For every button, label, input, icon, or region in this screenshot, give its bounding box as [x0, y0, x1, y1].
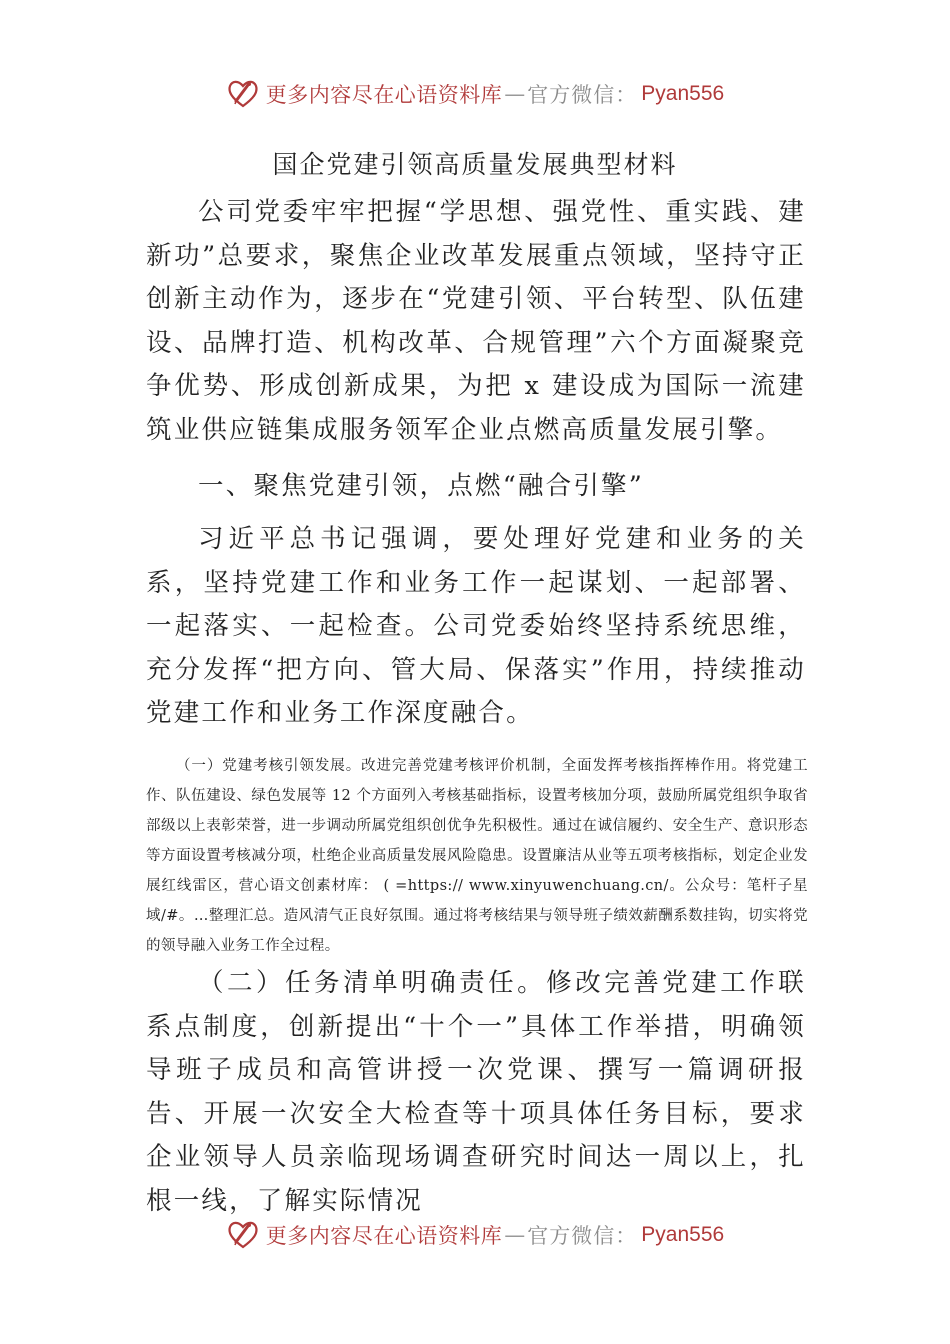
banner-wechat-id: Pyan556	[641, 82, 725, 105]
footer-banner	[0, 1213, 950, 1257]
document-title: 国企党建引领高质量发展典型材料	[272, 150, 678, 179]
banner-separator: —	[504, 1223, 526, 1247]
banner-text: 更多内容尽在心语资料库	[265, 83, 503, 107]
paragraph-small-print: （一）党建考核引领发展。改进完善党建考核评价机制，全面发挥考核指挥棒作用。将党建工作、队伍建设、绿色发展等 12 个方面列入考核基础指标，设置考核加分项，鼓励所属党组织争取省部级以上表彰荣誉，进一步调动所属党组织创优争先积极性。通过在诚信履约、安全生产、意识形态等方面设置考核减分项，杜绝企业高质量发展风险隐患。设置廉洁从业等五项考核指标，划定企业发展红线雷区，营心语文创素材库： ( =https:// www.xinyuwenchuang.cn/。公众号：笔杆子星域/#。…整理汇总。造风清气正良好氛围。通过将考核结果与领导班子绩效薪酬系数挂钩，切实将党的领导融入业务工作全过程。	[146, 758, 808, 954]
banner-text: 更多内容尽在心语资料库	[265, 1224, 503, 1248]
heart-pen-logo-icon	[226, 77, 260, 111]
banner-wechat-label: 官方微信：	[527, 1224, 638, 1248]
heart-pen-logo-icon	[226, 1218, 260, 1252]
paragraph-task-list: （二）任务清单明确责任。修改完善党建工作联系点制度，创新提出“十个一”具体工作举措，明确领导班子成员和高管讲授一次党课、撰写一篇调研报告、开展一次安全大检查等十项具体任务目标，要求企业领导人员亲临现场调查研究时间达一周以上，扎根一线，了解实际情况	[146, 968, 806, 1216]
banner-separator: —	[504, 82, 526, 106]
banner-wechat-label: 官方微信：	[527, 83, 638, 107]
header-banner	[0, 72, 950, 116]
section-heading-1: 一、聚焦党建引领，点燃“融合引擎”	[198, 471, 644, 501]
paragraph-section-1: 习近平总书记强调，要处理好党建和业务的关系，坚持党建工作和业务工作一起谋划、一起部署、一起落实、一起检查。公司党委始终坚持系统思维，充分发挥“把方向、管大局、保落实”作用，持续推动党建工作和业务工作深度融合。	[146, 524, 806, 728]
banner-wechat-id: Pyan556	[641, 1223, 725, 1246]
paragraph-intro: 公司党委牢牢把握“学思想、强党性、重实践、建新功”总要求，聚焦企业改革发展重点领域，坚持守正创新主动作为，逐步在“党建引领、平台转型、队伍建设、品牌打造、机构改革、合规管理”六个方面凝聚竞争优势、形成创新成果，为把 x 建设成为国际一流建筑业供应链集成服务领军企业点燃高质量发展引擎。	[146, 197, 806, 445]
